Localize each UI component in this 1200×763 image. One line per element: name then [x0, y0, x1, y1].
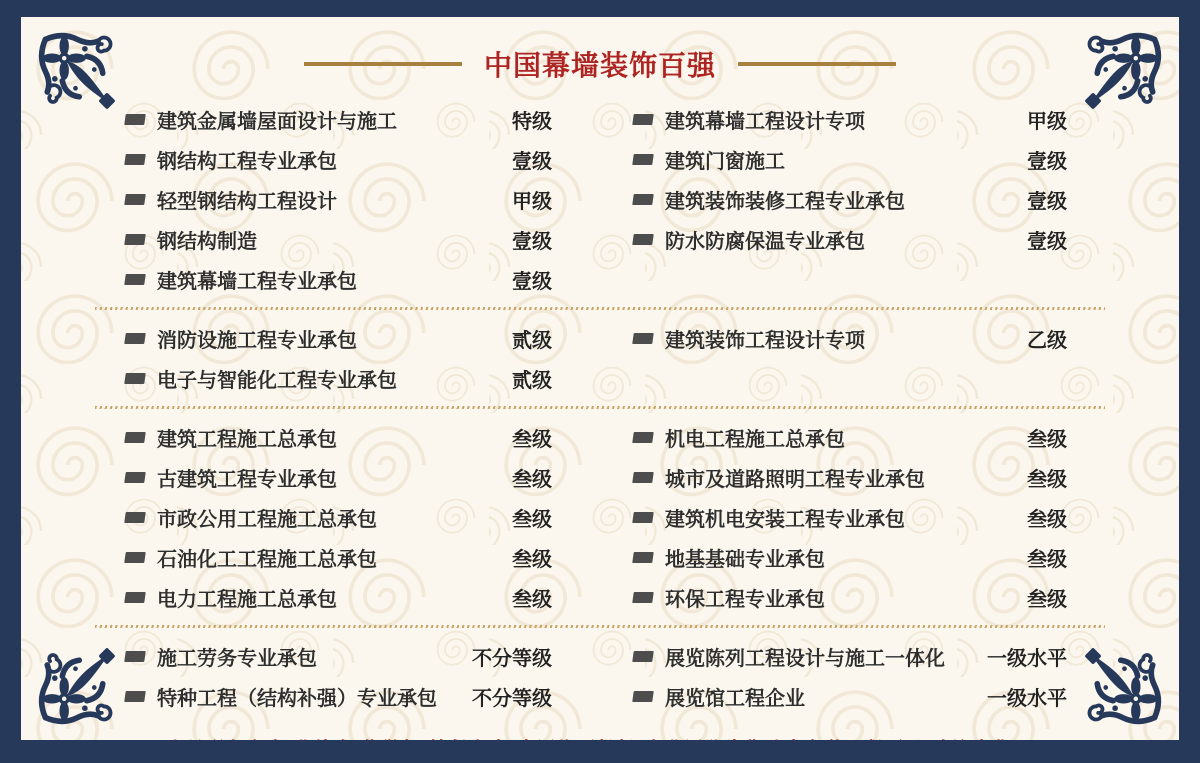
- qualification-label: 钢结构制造: [157, 230, 257, 253]
- page-title: 中国幕墙装饰百强: [483, 50, 716, 81]
- grade-label: 叁级: [1027, 588, 1067, 611]
- list-item: [95, 497, 580, 537]
- column-left: [95, 636, 580, 716]
- list-item: [620, 318, 1105, 358]
- section: [95, 314, 1105, 402]
- list-item: [620, 676, 1105, 716]
- footer-slogan: 人员配备齐全/业绩多/信誉好/社保齐全/全国均可投标/专业团队为您助力各种工程项目/欢迎合作！: [166, 739, 1034, 758]
- grade-label: 一级水平: [987, 687, 1067, 710]
- qualification-label: 环保工程专业承包: [665, 588, 825, 611]
- column-right: [620, 99, 1105, 299]
- grade-label: 叁级: [512, 428, 552, 451]
- grade-label: 叁级: [512, 548, 552, 571]
- qualification-label: 建筑门窗施工: [665, 150, 785, 173]
- section-divider: [95, 307, 1105, 310]
- grade-label: 叁级: [1027, 508, 1067, 531]
- qualification-label: 地基基础专业承包: [665, 548, 825, 571]
- bullet-icon: [124, 651, 146, 662]
- grade-label: 叁级: [512, 508, 552, 531]
- qualification-label: 建筑幕墙工程专业承包: [157, 270, 357, 293]
- grade-label: 一级水平: [987, 647, 1067, 670]
- bullet-icon: [124, 472, 146, 483]
- qualification-label: 建筑装饰工程设计专项: [665, 329, 865, 352]
- qualification-label: 建筑装饰装修工程专业承包: [665, 190, 905, 213]
- column-right: [620, 318, 1105, 398]
- grade-label: 壹级: [1027, 190, 1067, 213]
- grade-label: 甲级: [512, 190, 552, 213]
- list-item: [95, 457, 580, 497]
- bullet-icon: [124, 333, 146, 344]
- grade-label: 壹级: [512, 230, 552, 253]
- qualification-label: 施工劳务专业承包: [157, 647, 317, 670]
- grade-label: 壹级: [1027, 230, 1067, 253]
- bullet-icon: [124, 154, 146, 165]
- list-item: [95, 99, 580, 139]
- header: [95, 17, 1105, 79]
- grade-label: 壹级: [1027, 150, 1067, 173]
- section: [95, 413, 1105, 621]
- column-left: [95, 417, 580, 617]
- list-item: [95, 537, 580, 577]
- grade-label: 叁级: [512, 588, 552, 611]
- column-right: [620, 636, 1105, 716]
- bullet-icon: [632, 512, 654, 523]
- qualification-label: 建筑幕墙工程设计专项: [665, 110, 865, 133]
- list-item: [620, 497, 1105, 537]
- list-item: [95, 636, 580, 676]
- bullet-icon: [124, 114, 146, 125]
- qualification-label: 消防设施工程专业承包: [157, 329, 357, 352]
- bullet-icon: [124, 691, 146, 702]
- grade-label: 特级: [512, 110, 552, 133]
- qualification-label: 电子与智能化工程专业承包: [157, 369, 397, 392]
- list-item: [95, 219, 580, 259]
- column-left: [95, 318, 580, 398]
- bullet-icon: [632, 333, 654, 344]
- grade-label: 壹级: [512, 150, 552, 173]
- list-item: [620, 179, 1105, 219]
- title-rule-left: [304, 62, 462, 66]
- grade-label: 叁级: [1027, 548, 1067, 571]
- qualification-sections: [95, 95, 1105, 720]
- column-right: [620, 417, 1105, 617]
- bullet-icon: [124, 194, 146, 205]
- bullet-icon: [632, 194, 654, 205]
- grade-label: 不分等级: [472, 647, 552, 670]
- qualification-label: 防水防腐保温专业承包: [665, 230, 865, 253]
- bullet-icon: [632, 552, 654, 563]
- bullet-icon: [632, 691, 654, 702]
- qualification-label: 电力工程施工总承包: [157, 588, 337, 611]
- grade-label: 叁级: [1027, 468, 1067, 491]
- list-item: [620, 636, 1105, 676]
- list-item: [620, 457, 1105, 497]
- grade-label: 甲级: [1027, 110, 1067, 133]
- bullet-icon: [632, 651, 654, 662]
- qualification-label: 建筑机电安装工程专业承包: [665, 508, 905, 531]
- grade-label: 乙级: [1027, 329, 1067, 352]
- grade-label: 不分等级: [472, 687, 552, 710]
- grade-label: 壹级: [512, 270, 552, 293]
- bullet-icon: [124, 373, 146, 384]
- section-divider: [95, 406, 1105, 409]
- qualification-label: 特种工程（结构补强）专业承包: [157, 687, 437, 710]
- list-item: [620, 99, 1105, 139]
- column-left: [95, 99, 580, 299]
- bullet-icon: [124, 274, 146, 285]
- bullet-icon: [632, 234, 654, 245]
- bullet-icon: [124, 234, 146, 245]
- bullet-icon: [632, 114, 654, 125]
- qualification-label: 石油化工工程施工总承包: [157, 548, 377, 571]
- list-item: [95, 318, 580, 358]
- grade-label: 贰级: [512, 369, 552, 392]
- list-item: [95, 577, 580, 617]
- list-item: [620, 139, 1105, 179]
- list-item: [620, 537, 1105, 577]
- qualification-label: 展览馆工程企业: [665, 687, 805, 710]
- list-item: [620, 219, 1105, 259]
- title-rule-right: [738, 62, 896, 66]
- qualification-label: 建筑金属墙屋面设计与施工: [157, 110, 397, 133]
- poster-content: [21, 17, 1179, 758]
- bullet-icon: [632, 472, 654, 483]
- bullet-icon: [124, 432, 146, 443]
- qualification-label: 钢结构工程专业承包: [157, 150, 337, 173]
- qualification-label: 机电工程施工总承包: [665, 428, 845, 451]
- section-divider: [95, 625, 1105, 628]
- list-item: [95, 417, 580, 457]
- qualification-label: 市政公用工程施工总承包: [157, 508, 377, 531]
- list-item: [620, 577, 1105, 617]
- grade-label: 贰级: [512, 329, 552, 352]
- bullet-icon: [632, 154, 654, 165]
- list-item: [95, 676, 580, 716]
- grade-label: 叁级: [512, 468, 552, 491]
- list-item: [95, 259, 580, 299]
- bullet-icon: [632, 432, 654, 443]
- list-item: [95, 139, 580, 179]
- section: [95, 632, 1105, 720]
- list-item: [95, 358, 580, 398]
- bullet-icon: [124, 512, 146, 523]
- qualification-label: 展览陈列工程设计与施工一体化: [665, 647, 945, 670]
- qualification-label: 建筑工程施工总承包: [157, 428, 337, 451]
- qualification-label: 古建筑工程专业承包: [157, 468, 337, 491]
- bullet-icon: [124, 552, 146, 563]
- bullet-icon: [632, 592, 654, 603]
- grade-label: 叁级: [1027, 428, 1067, 451]
- list-item: [95, 179, 580, 219]
- bullet-icon: [124, 592, 146, 603]
- qualification-label: 城市及道路照明工程专业承包: [665, 468, 925, 491]
- list-item: [620, 417, 1105, 457]
- section: [95, 95, 1105, 303]
- qualification-label: 轻型钢结构工程设计: [157, 190, 337, 213]
